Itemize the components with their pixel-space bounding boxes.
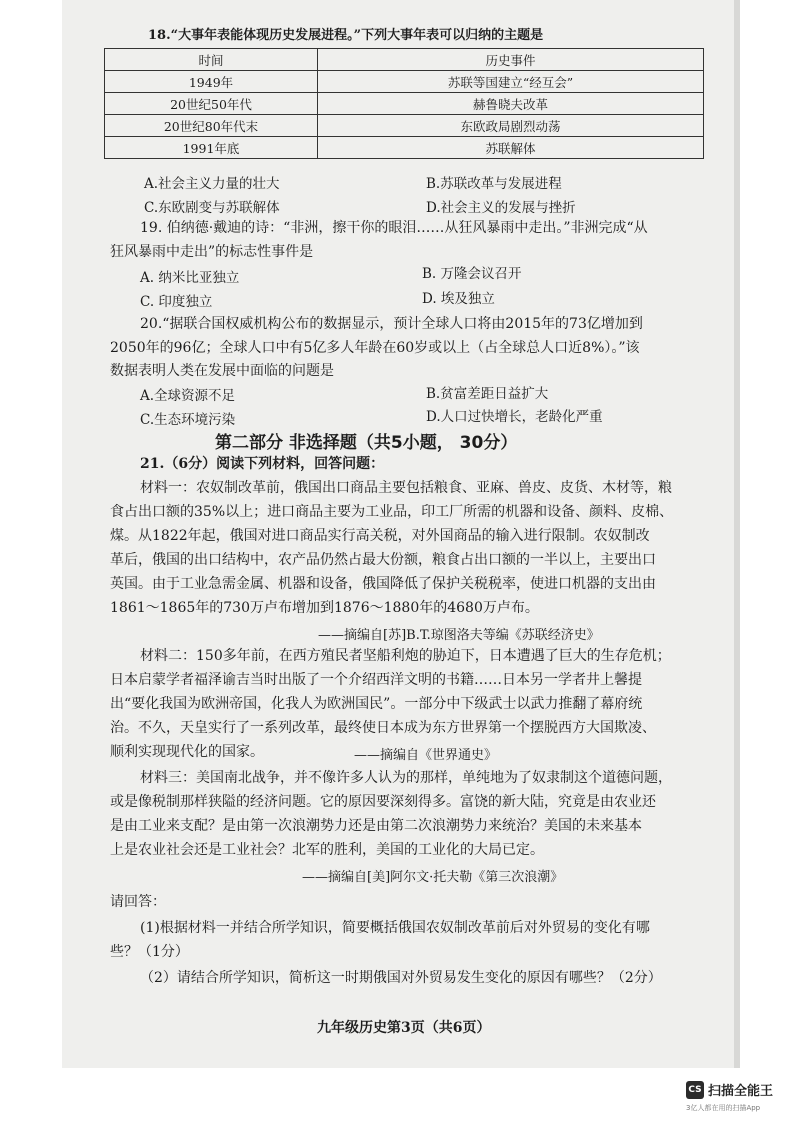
q21-material3-line: 或是像税制那样狭隘的经济问题。它的原因要深刻得多。富饶的新大陆，究竟是由农业还 [110, 794, 656, 810]
q20-option-c: C.生态环境污染 [140, 412, 236, 428]
q19-option-c: C. 印度独立 [140, 294, 213, 310]
table-cell-time: 1949年 [105, 71, 318, 93]
scanner-watermark [686, 1080, 773, 1099]
q19-option-b: B. 万隆会议召开 [422, 266, 522, 282]
q18-option-c: C.东欧剧变与苏联解体 [144, 200, 280, 216]
q20-option-d: D.人口过快增长，老龄化严重 [426, 409, 603, 425]
q21-source2: ——摘编自《世界通史》 [354, 748, 498, 763]
table-cell-time: 1991年底 [105, 137, 318, 159]
events-table [104, 48, 704, 159]
q21-material1-line: 英国。由于工业急需金属、机器和设备，俄国降低了保护关税税率，使进口机器的支出由 [110, 576, 656, 592]
q20-stem-line: 数据表明人类在发展中面临的问题是 [110, 363, 334, 379]
table-cell-event: 苏联等国建立“经互会” [318, 71, 704, 93]
paper-edge [734, 0, 740, 1068]
q21-material3-line: 材料三：美国南北战争，并不像许多人认为的那样，单纯地为了奴隶制这个道德问题， [140, 770, 672, 786]
q21-ask: 请回答： [110, 894, 166, 910]
q21-sub1-line: 些？（1分） [110, 944, 189, 960]
q20-stem-line: 20.“据联合国权威机构公布的数据显示，预计全球人口将由2015年的73亿增加到 [140, 316, 643, 332]
q21-material1-line: 煤。从1822年起，俄国对进口商品实行高关税，对外国商品的输入进行限制。农奴制改 [110, 528, 650, 544]
table-row [105, 71, 704, 93]
q21-material2-line: 出“要化我国为欧洲帝国，化我人为欧洲国民”。一部分中下级武士以武力推翻了幕府统 [110, 696, 643, 712]
table-row [105, 115, 704, 137]
brand-name: 扫描全能王 [708, 1084, 774, 1099]
q18-option-a: A.社会主义力量的壮大 [144, 176, 280, 192]
brand-tagline: 3亿人都在用的扫描App [686, 1104, 761, 1112]
table-cell-time: 20世纪50年代 [105, 93, 318, 115]
q21-sub2: （2）请结合所学知识，简析这一时期俄国对外贸易发生变化的原因有哪些？（2分） [140, 970, 662, 986]
q21-material3-line: 是由工业来支配？是由第一次浪潮势力还是由第二次浪潮势力来统治？美国的未来基本 [110, 818, 642, 834]
part-two-title: 第二部分 非选择题（共5小题， 30分） [215, 433, 518, 453]
q19-option-d: D. 埃及独立 [422, 291, 495, 307]
q21-stem: 21.（6分）阅读下列材料，回答问题： [140, 456, 385, 472]
q21-material2-line: 顺利实现现代化的国家。 [110, 744, 264, 760]
page-footer: 九年级历史第3页（共6页） [317, 1020, 491, 1036]
q21-sub1-line: (1)根据材料一并结合所学知识，简要概括俄国农奴制改革前后对外贸易的变化有哪 [140, 920, 650, 936]
q21-source3: ——摘编自[美]阿尔文·托夫勒《第三次浪潮》 [302, 870, 564, 885]
q21-material2-line: 治。不久，天皇实行了一系列改革，最终使日本成为东方世界第一个摆脱西方大国欺凌、 [110, 720, 656, 736]
q19-stem-line: 狂风暴雨中走出”的标志性事件是 [110, 244, 314, 260]
q21-material2-line: 材料二：150多年前，在西方殖民者坚船利炮的胁迫下，日本遭遇了巨大的生存危机； [140, 648, 671, 664]
q21-material1-line: 1861～1865年的730万卢布增加到1876～1880年的4680万卢布。 [110, 600, 539, 616]
table-row [105, 137, 704, 159]
q21-material1-line: 材料一：农奴制改革前，俄国出口商品主要包括粮食、亚麻、兽皮、皮货、木材等，粮 [140, 480, 672, 496]
q21-material2-line: 日本启蒙学者福泽谕吉当时出版了一个介绍西洋文明的书籍……日本另一学者井上馨提 [110, 672, 642, 688]
table-cell-time: 20世纪80年代末 [105, 115, 318, 137]
table-header-row [105, 49, 704, 71]
table-header: 历史事件 [318, 49, 704, 71]
q18-option-d: D.社会主义的发展与挫折 [426, 200, 576, 216]
camscanner-logo-icon: CS [686, 1081, 704, 1099]
table-cell-event: 东欧政局剧烈动荡 [318, 115, 704, 137]
q18-option-b: B.苏联改革与发展进程 [426, 176, 562, 192]
q19-stem-line: 19. 伯纳德·戴迪的诗：“非洲，擦干你的眼泪……从狂风暴雨中走出。”非洲完成“从 [140, 220, 648, 236]
table-cell-event: 苏联解体 [318, 137, 704, 159]
q19-option-a: A. 纳米比亚独立 [140, 270, 240, 286]
q18-stem: 18.“大事年表能体现历史发展进程。”下列大事年表可以归纳的主题是 [148, 28, 544, 43]
q21-material1-line: 革后，俄国的出口结构中，农产品仍然占最大份额，粮食占出口额的一半以上，主要出口 [110, 552, 656, 568]
table-cell-event: 赫鲁晓夫改革 [318, 93, 704, 115]
q20-option-a: A.全球资源不足 [140, 388, 236, 404]
q21-source1: ——摘编自[苏]B.T.琼图洛夫等编《苏联经济史》 [318, 628, 600, 643]
table-header: 时间 [105, 49, 318, 71]
q21-material3-line: 上是农业社会还是工业社会？北军的胜利，美国的工业化的大局已定。 [110, 842, 544, 858]
table-row [105, 93, 704, 115]
q20-option-b: B.贫富差距日益扩大 [426, 386, 549, 402]
q20-stem-line: 2050年的96亿；全球人口中有5亿多人年龄在60岁或以上（占全球总人口近8%）。”该 [110, 340, 640, 356]
q21-material1-line: 食占出口额的35%以上；进口商品主要为工业品，印工厂所需的机器和设备、颜料、皮棉、 [110, 504, 674, 520]
